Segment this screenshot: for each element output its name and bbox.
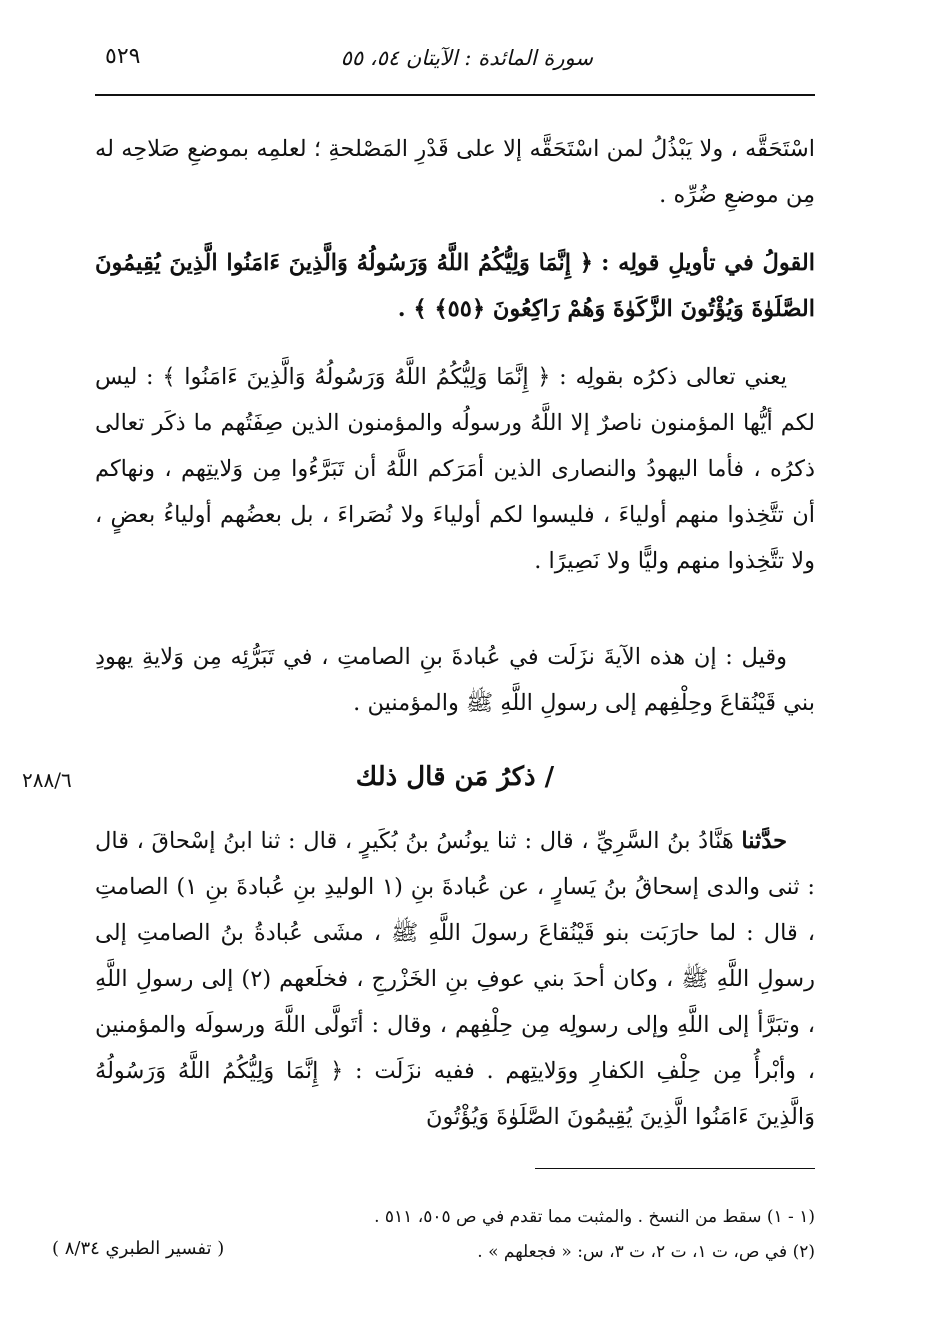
section-heading: / ذكرُ مَن قال ذلك bbox=[355, 762, 555, 792]
paragraph-1 bbox=[95, 126, 815, 218]
footnote-1: (١ - ١) سقط من النسخ . والمثبت مما تقدم في ص ٥٠٥، ٥١١ . bbox=[374, 1207, 815, 1227]
running-title: سورة المائدة : الآيتان ٥٤، ٥٥ bbox=[340, 46, 593, 70]
source-reference: ( تفسير الطبري ٨/٣٤ ) bbox=[52, 1238, 225, 1259]
paragraph-5-lead: حدَّثنا bbox=[741, 828, 788, 854]
footnotes bbox=[300, 1200, 815, 1270]
paragraph-5-text bbox=[95, 818, 815, 1140]
paragraph-3-text: يعني تعالى ذكرُه بقولِه : ﴿ إِنَّمَا وَلِيُّكُمُ اللَّهُ وَرَسُولُهُ وَالَّذِينَ ءَامَنُوا ﴾ : ليس لكم أيُّها المؤمنون ناصرٌ إلا اللَّهُ ورسولُه والمؤمنون الذين صِفَتُهم ما ذكَر تعالى ذكرُه ، فأما اليهودُ والنصارى الذين أمَرَكم اللَّهُ أن تَبَرَّءُوا مِن وَلايتِهم ، ونهاكم أن تتَّخِذوا منهم أولياءَ ، فليسوا لكم أولياءَ ولا نُصَراءَ ، بل بعضُهم أولياءُ بعضٍ ، ولا تتَّخِذوا منهم وليًّا ولا نَصِيرًا . bbox=[95, 364, 815, 574]
footnote-2: (٢) في ص، ت ١، ت ٢، ت ٣، س: « فجعلهم » . bbox=[477, 1242, 815, 1262]
page-number: ٥٢٩ bbox=[105, 44, 141, 69]
paragraph-1-text: اسْتَحَقَّه ، ولا يَبْذُلُ لمن اسْتَحَقَّه إلا على قَدْرِ المَصْلحةِ ؛ لعلمِه بموضعِ صَلاحِه له مِن موضعِ ضُرِّه . bbox=[95, 136, 815, 208]
paragraph-3 bbox=[95, 354, 815, 584]
paragraph-5 bbox=[95, 818, 815, 1140]
quran-verse: ﴿ إِنَّمَا وَلِيُّكُمُ اللَّهُ وَرَسُولُهُ وَالَّذِينَ ءَامَنُوا الَّذِينَ يُقِيمُونَ الصَّلَوٰةَ وَيُؤْتُونَ الزَّكَوٰةَ وَهُمْ رَاكِعُونَ ﴿٥٥﴾ ﴾ . bbox=[95, 250, 815, 322]
page-header bbox=[95, 38, 815, 78]
header-rule bbox=[95, 94, 815, 96]
paragraph-2 bbox=[95, 240, 815, 332]
paragraph-4-text: وقيل : إن هذه الآيةَ نزَلَت في عُبادةَ بنِ الصامتِ ، في تَبَرُّئِه مِن وَلايةِ يهودِ بني قَيْنُقاعَ وحِلْفِهم إلى رسولِ اللَّهِ ﷺ والمؤمنين . bbox=[95, 644, 815, 716]
paragraph-4 bbox=[95, 634, 815, 726]
paragraph-5-body: هَنَّادُ بنُ السَّرِيِّ ، قال : ثنا يونُسُ بنُ بُكَيرٍ ، قال : ثنا ابنُ إسْحاقَ ، قال : ثنى والدى إسحاقُ بنُ يَسارٍ ، عن عُبادةَ بنِ (١ الوليدِ بنِ عُبادةَ بنِ ١) الصامتِ ، قال : لما حارَبَت بنو قَيْنُقاعَ رسولَ اللَّهِ ﷺ ، مشَى عُبادةُ بنُ الصامتِ إلى رسولِ اللَّهِ ﷺ ، وكان أحدَ بني عوفِ بنِ الخَزْرجِ ، فخلَعهم (٢) إلى رسولِ اللَّهِ ، وتبَرَّأ إلى اللَّهِ وإلى رسولِه مِن حِلْفِهم ، وقال : أتَولَّى اللَّهَ ورسولَه والمؤمنين ، وأبْرأُ مِن حِلْفِ الكفارِ ووَلايتِهم . ففيه نزَلَت : ﴿ إِنَّمَا وَلِيُّكُمُ اللَّهُ وَرَسُولُهُ وَالَّذِينَ ءَامَنُوا الَّذِينَ يُقِيمُونَ الصَّلَوٰةَ وَيُؤْتُونَ bbox=[95, 828, 815, 1130]
paragraph-2-lead: القولُ في تأويلِ قولِه : bbox=[601, 250, 815, 276]
paragraph-2-text bbox=[95, 240, 815, 332]
margin-reference: ٢٨٨/٦ bbox=[22, 768, 72, 792]
footnote-rule bbox=[535, 1168, 815, 1169]
